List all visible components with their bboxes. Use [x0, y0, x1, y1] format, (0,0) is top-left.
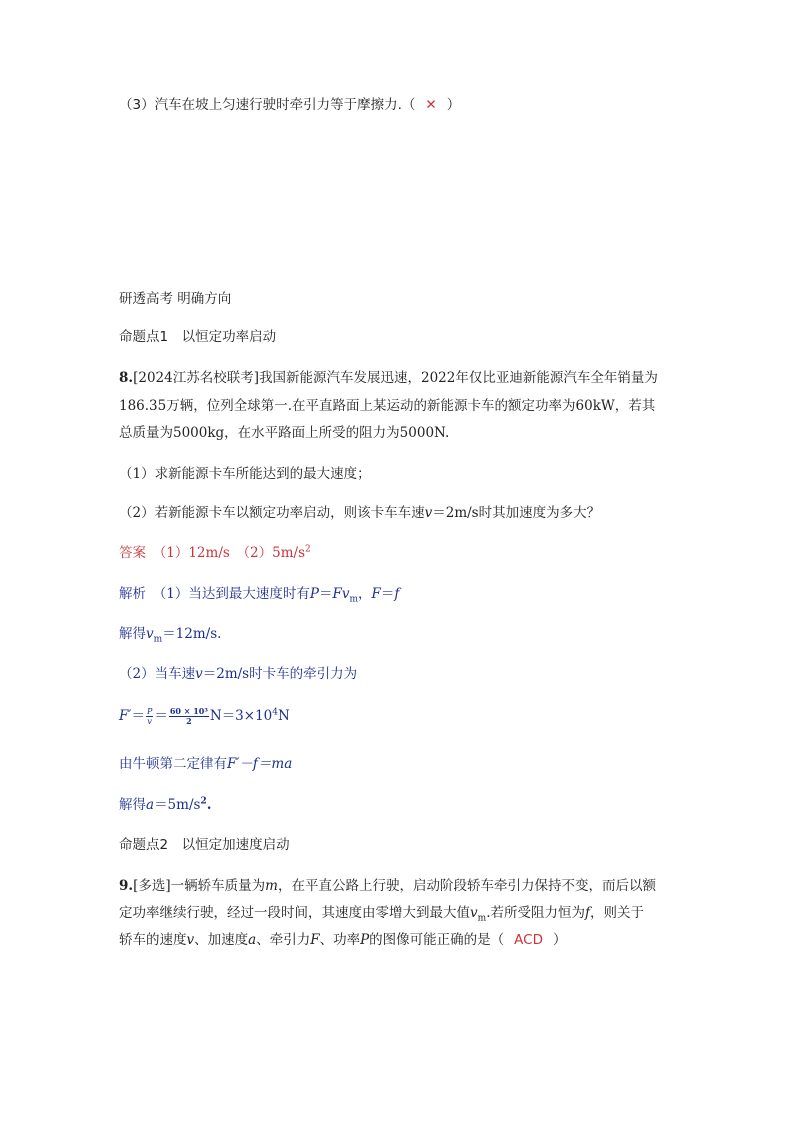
problem-9-line-2	[119, 903, 644, 923]
analysis-line-6	[119, 795, 211, 815]
sym-f: f	[394, 586, 400, 602]
answer-text: （1）12m/s （2）5m/s	[146, 545, 306, 561]
q2-pre: （2）若新能源卡车以额定功率启动，则该卡车车速	[119, 505, 425, 521]
p9-l3-close: ）	[553, 932, 567, 948]
l4-unit: N	[278, 708, 290, 724]
q2-var-v: v	[424, 505, 433, 521]
analysis-line-5	[119, 754, 292, 774]
l4-eq2: ＝	[154, 708, 168, 724]
frac1-den: v	[147, 717, 152, 726]
problem-8-question-1: （1）求新能源卡车所能达到的最大速度；	[119, 466, 371, 482]
analysis-label: 解析	[119, 586, 146, 602]
answer-label: 答案	[119, 545, 146, 561]
problem-8-source: [2024江苏名校联考]	[133, 370, 259, 386]
sym-sub-m: m	[349, 594, 358, 605]
sym-eq2: ＝	[380, 586, 395, 602]
p9-l1-m: m	[265, 878, 278, 894]
sym-F: F	[332, 586, 342, 602]
analysis-line-4	[119, 706, 290, 726]
problem-9-answer: ACD	[514, 932, 543, 948]
problem-9-tag: [多选]	[133, 878, 171, 894]
problem-9-line-1	[119, 876, 656, 896]
problem-8-number: 8.	[119, 370, 134, 386]
statement-3	[119, 95, 460, 115]
p9-l1-b: ，在平直公路上行驶，启动阶段轿车牵引力保持不变，而后以额	[277, 878, 656, 894]
problem-9-line-3	[119, 930, 567, 950]
l2-post: ＝12m/s.	[162, 626, 222, 642]
sym-F2: F	[371, 586, 381, 602]
l6-pre: 解得	[119, 797, 146, 813]
l4-post: N＝3×10	[209, 708, 273, 724]
l6-sup: 2	[200, 796, 207, 807]
fraction-P-over-v	[146, 707, 153, 726]
q2-post: ＝2m/s时其加速度为多大？	[432, 505, 601, 521]
l6-a: a	[146, 797, 155, 813]
topic-1-heading: 命题点1 以恒定功率启动	[119, 329, 277, 345]
p9-l2-c: ，则关于	[589, 905, 644, 921]
p9-l3-a: 轿车的速度	[119, 932, 187, 948]
p9-l3-v: v	[186, 932, 195, 948]
l4-eq: ＝	[131, 708, 145, 724]
l2-pre: 解得	[119, 626, 146, 642]
p9-l3-c: 、牵引力	[256, 932, 311, 948]
l4-sup: 4	[272, 707, 279, 718]
sym-sep: ，	[358, 586, 372, 602]
frac1-num: P	[146, 707, 153, 716]
analysis-line-2	[119, 624, 221, 644]
analysis-line-1	[119, 584, 399, 604]
p9-l2-b: .若所受阻力恒为	[486, 905, 585, 921]
l3-post: ＝2m/s时卡车的牵引力为	[202, 666, 358, 682]
problem-8-line-1	[119, 368, 658, 388]
wrong-mark-icon: ✕	[425, 97, 437, 113]
topic-2-heading: 命题点2 以恒定加速度启动	[119, 837, 290, 853]
section-title: 研透高考 明确方向	[119, 291, 232, 307]
answer-line	[119, 543, 311, 563]
sym-P: P	[309, 586, 319, 602]
p9-l2-sub: m	[477, 913, 487, 924]
frac2-num: 60 × 10³	[169, 706, 208, 716]
l5-pre: 由牛顿第二定律有	[119, 756, 227, 772]
problem-8-line-3: 总质量为5000kg，在水平路面上所受的阻力为5000N.	[119, 425, 450, 441]
fraction-numeric	[169, 707, 209, 726]
l3-v: v	[195, 666, 203, 682]
l2-v: v	[146, 626, 154, 642]
p9-l3-P: P	[360, 932, 370, 948]
problem-8-question-2	[119, 503, 600, 523]
answer-sup: 2	[305, 544, 311, 555]
p9-l2-v: v	[470, 905, 478, 921]
p9-l3-e: 的图像可能正确的是（	[369, 932, 505, 948]
problem-9-number: 9.	[119, 878, 134, 894]
p9-l2-a: 定功率继续行驶，经过一段时间，其速度由零增大到最大值	[119, 905, 470, 921]
frac2-den: 2	[186, 716, 192, 726]
p9-l3-F: F	[310, 932, 320, 948]
p9-l1-a: 一辆轿车质量为	[170, 878, 266, 894]
statement-3-close: ）	[446, 97, 461, 113]
l2-sub: m	[153, 634, 163, 645]
l5-eq: F′－f＝ma	[227, 756, 293, 772]
sym-v: v	[341, 586, 350, 602]
problem-8-line-2: 186.35万辆，位列全球第一.在平直路面上某运动的新能源卡车的额定功率为60kW，若其	[119, 398, 656, 414]
l6-end: .	[206, 797, 212, 813]
l4-F: F′	[119, 708, 132, 724]
problem-8-text-1: 我国新能源汽车发展迅速，2022年仅比亚迪新能源汽车全年销量为	[258, 370, 658, 386]
p9-l3-d: 、功率	[319, 932, 361, 948]
statement-3-text: （3）汽车在坡上匀速行驶时牵引力等于摩擦力.（	[119, 97, 416, 113]
l3-pre: （2）当车速	[119, 666, 196, 682]
p9-l3-b: 、加速度	[194, 932, 249, 948]
analysis-l1-pre: （1）当达到最大速度时有	[146, 586, 310, 602]
l6-post: ＝5m/s	[154, 797, 201, 813]
analysis-line-3	[119, 664, 357, 684]
p9-l3-acc: a	[248, 932, 257, 948]
p9-l2-f: f	[584, 905, 590, 921]
sym-eq: ＝	[318, 586, 333, 602]
